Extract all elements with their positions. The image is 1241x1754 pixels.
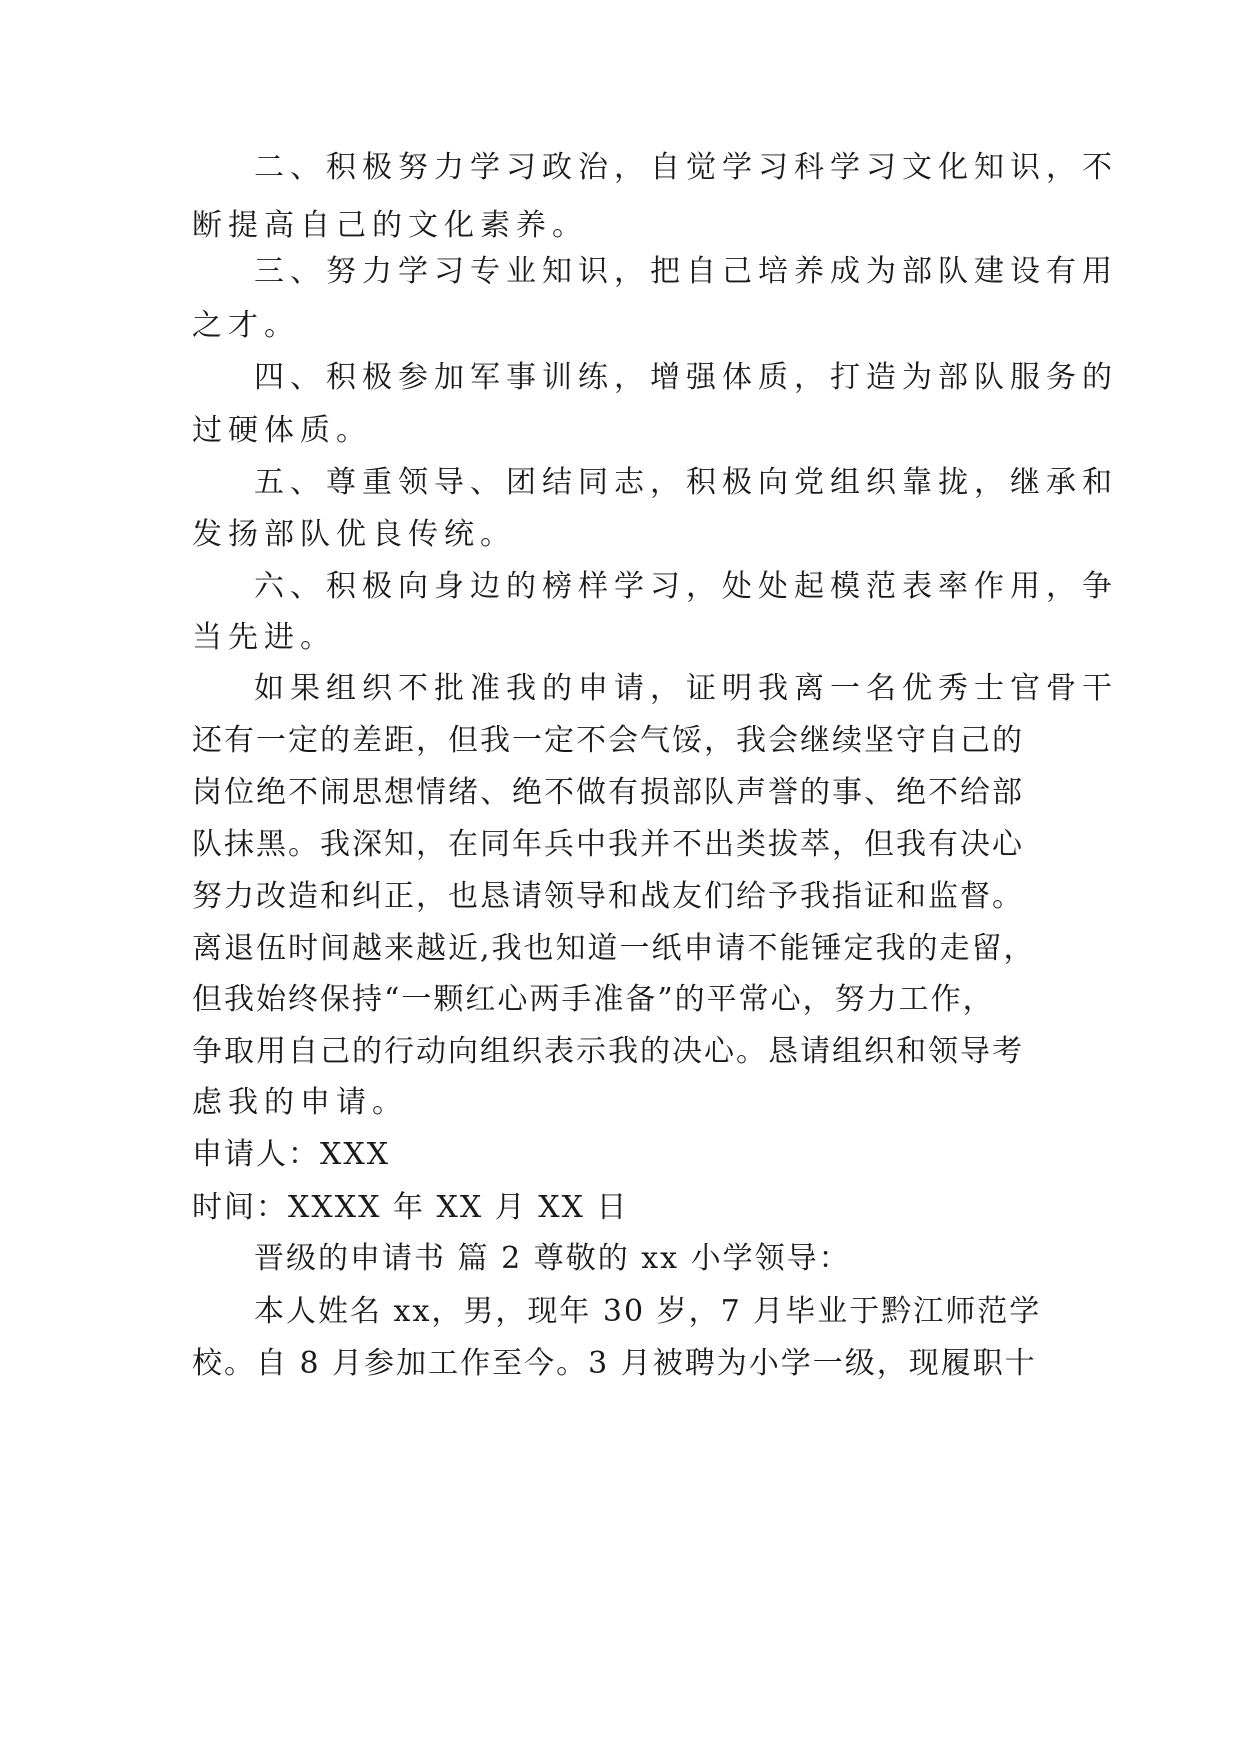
paragraph-line: 离退伍时间越来越近,我也知道一纸申请不能锤定我的走留， xyxy=(192,931,1036,966)
paragraph-line: 但我始终保持“一颗红心两手准备”的平常心，努力工作， xyxy=(192,982,995,1017)
paragraph-line: 如果组织不批准我的申请，证明我离一名优秀士官骨干 xyxy=(254,671,1118,706)
paragraph-line: 努力改造和纠正，也恳请领导和战友们给予我指证和监督。 xyxy=(192,879,1024,914)
paragraph-line: 四、积极参加军事训练，增强体质，打造为部队服务的 xyxy=(254,360,1118,395)
paragraph-line: 还有一定的差距，但我一定不会气馁，我会继续坚守自己的 xyxy=(192,723,1024,758)
paragraph-line: 五、尊重领导、团结同志，积极向党组织靠拢，继承和 xyxy=(254,465,1118,500)
paragraph-line: 六、积极向身边的榜样学习，处处起模范表率作用，争 xyxy=(254,569,1118,604)
paragraph-line: 岗位绝不闹思想情绪、绝不做有损部队声誉的事、绝不给部 xyxy=(192,775,1024,810)
paragraph-line: 二、积极努力学习政治，自觉学习科学习文化知识，不 xyxy=(254,150,1118,185)
paragraph-line: 当先进。 xyxy=(192,620,336,655)
applicant-line: 申请人：XXX xyxy=(192,1137,391,1172)
paragraph-line: 过硬体质。 xyxy=(192,413,372,448)
paragraph-line: 三、努力学习专业知识，把自己培养成为部队建设有用 xyxy=(254,254,1118,289)
paragraph-line: 队抹黑。我深知，在同年兵中我并不出类拔萃，但我有决心 xyxy=(192,827,1024,862)
paragraph-line: 争取用自己的行动向组织表示我的决心。恳请组织和领导考 xyxy=(192,1034,1024,1069)
paragraph-line: 校。自 8 月参加工作至今。3 月被聘为小学一级，现履职十 xyxy=(192,1346,1037,1381)
section-heading-line: 晋级的申请书 篇 2 尊敬的 xx 小学领导： xyxy=(254,1241,851,1276)
paragraph-line: 发扬部队优良传统。 xyxy=(192,517,516,552)
paragraph-line: 之才。 xyxy=(192,308,300,343)
paragraph-line: 断提高自己的文化素养。 xyxy=(192,208,588,243)
paragraph-line: 本人姓名 xx，男，现年 30 岁，7 月毕业于黔江师范学 xyxy=(254,1294,1042,1329)
paragraph-line: 虑我的申请。 xyxy=(192,1085,408,1120)
date-line: 时间：XXXX 年 XX 月 XX 日 xyxy=(192,1190,629,1225)
